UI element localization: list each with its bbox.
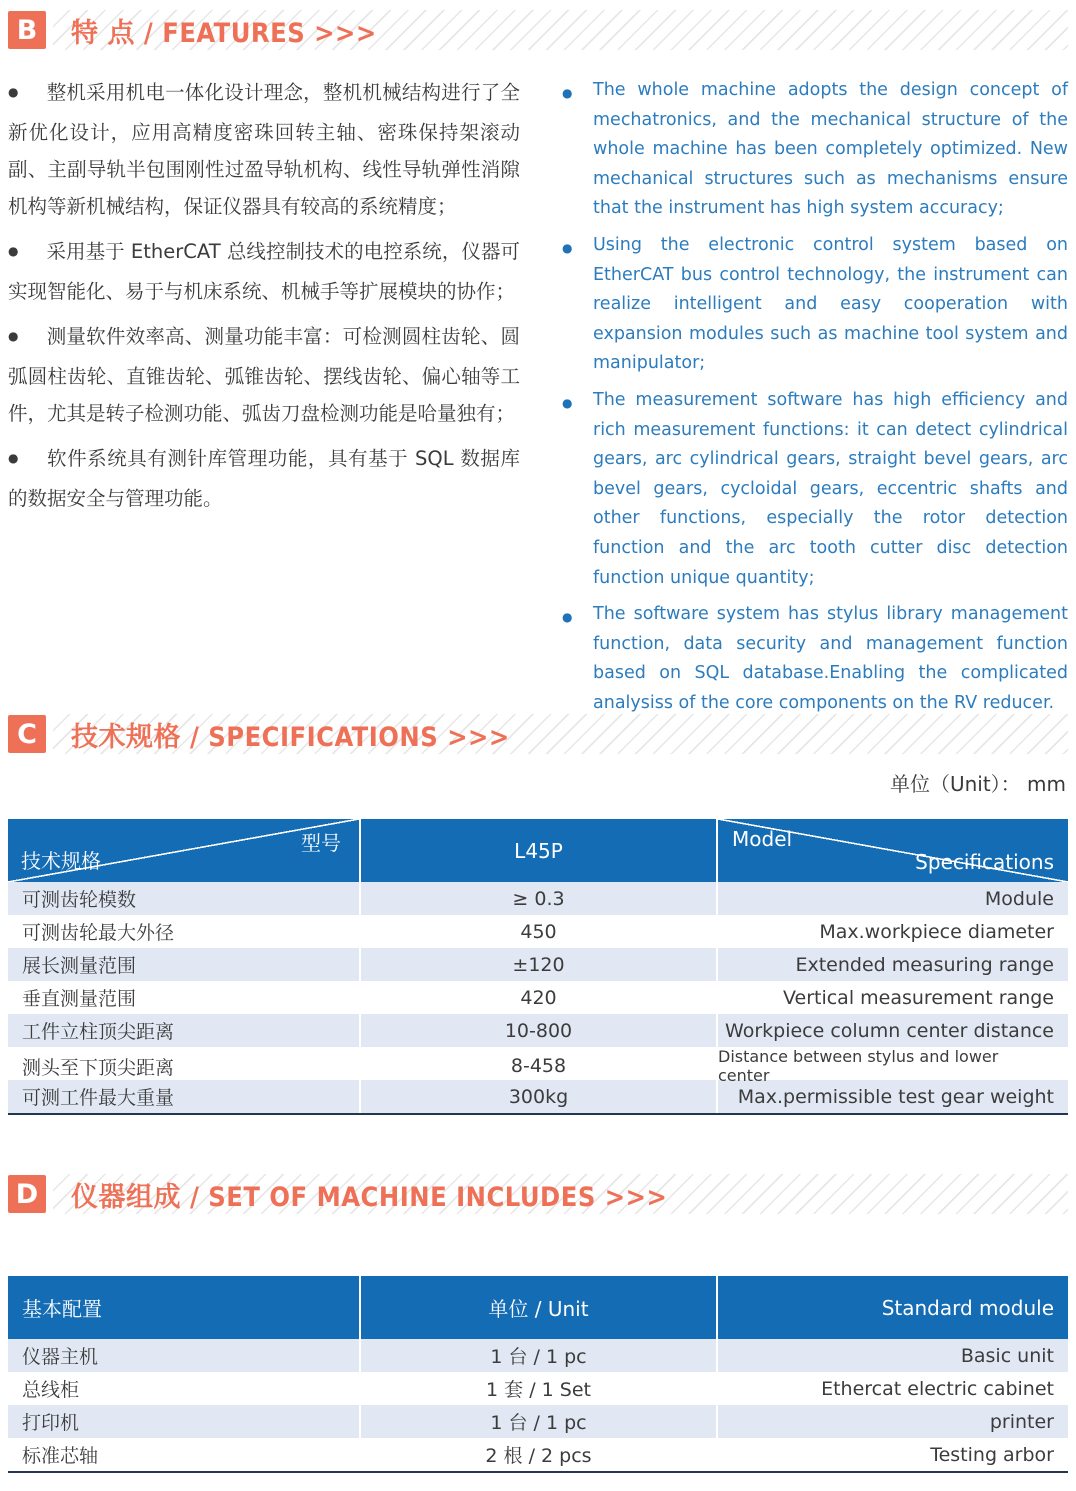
spec-table-header: [8, 819, 1068, 882]
feature-item-zh: [8, 318, 520, 432]
table-row: [8, 1014, 1068, 1047]
spec-value: 300kg: [359, 1080, 716, 1113]
feature-item-en: [562, 600, 1068, 718]
bullet-icon: ●: [8, 85, 19, 99]
spec-value: ≥ 0.3: [359, 882, 716, 915]
include-name-en: Ethercat electric cabinet: [716, 1372, 1068, 1405]
section-letter-badge: B: [8, 11, 46, 49]
include-name-zh: 总线柜: [22, 1379, 80, 1401]
spec-value: 450: [359, 915, 716, 948]
section-title-specifications: 技术规格 / SPECIFICATIONS >>>: [71, 721, 510, 753]
spec-name-en: Vertical measurement range: [716, 981, 1068, 1014]
feature-item-en: [562, 76, 1068, 224]
spec-name-zh: 可测齿轮模数: [22, 889, 137, 911]
unit-note: 单位（Unit）： mm: [889, 772, 1066, 796]
bullet-icon: ●: [562, 610, 573, 625]
spec-header-cell-right: [716, 819, 1068, 882]
features-zh-list: [8, 74, 520, 525]
spec-value: 8-458: [359, 1047, 716, 1085]
hatch-pattern: [53, 714, 1068, 754]
spec-name-zh: 可测齿轮最大外径: [22, 922, 175, 944]
table-row: [8, 1372, 1068, 1405]
spec-value: ±120: [359, 948, 716, 981]
spec-name-en: Max.permissible test gear weight: [716, 1080, 1068, 1113]
includes-header-unit: 单位 / Unit: [488, 1297, 589, 1321]
table-row: [8, 1339, 1068, 1372]
spec-model-value: L45P: [514, 838, 563, 863]
bullet-icon: ●: [8, 329, 19, 343]
spec-name-en: Extended measuring range: [716, 948, 1068, 981]
spec-name-en: Workpiece column center distance: [716, 1014, 1068, 1047]
spec-value: 10-800: [359, 1014, 716, 1047]
include-name-zh: 仪器主机: [22, 1346, 99, 1368]
spec-value: 420: [359, 981, 716, 1014]
spec-header-model-zh: 型号: [301, 831, 341, 855]
spec-name-zh: 测头至下顶尖距离: [22, 1056, 175, 1079]
spec-name-zh: 垂直测量范围: [22, 988, 137, 1010]
feature-text-en: The whole machine adopts the design concept of mechatronics, and the mechanical structure of the whole machine has been completely optimized. New mechanical structures such as mechanisms ensure that the instrument has high system accuracy;: [593, 80, 1068, 219]
spec-name-en: Distance between stylus and lower center: [716, 1047, 1068, 1085]
section-header-includes: [8, 1174, 1068, 1214]
include-qty: 1 套 / 1 Set: [359, 1372, 716, 1405]
bullet-icon: ●: [562, 86, 573, 100]
section-title-includes: 仪器组成 / SET OF MACHINE INCLUDES >>>: [71, 1181, 668, 1213]
section-letter-badge: C: [8, 715, 46, 753]
bullet-icon: ●: [8, 244, 19, 258]
features-en-list: [562, 76, 1068, 725]
spec-table: [8, 819, 1068, 1115]
spec-name-zh: 展长测量范围: [22, 955, 137, 977]
includes-header-left: 基本配置: [22, 1297, 102, 1321]
feature-text-en: The software system has stylus library management function, data security and management function based on SQL database.Enabling the complicated analysiss of the core components on the RV reducer.: [593, 604, 1068, 713]
include-name-en: Basic unit: [716, 1339, 1068, 1372]
table-row: [8, 1080, 1068, 1113]
table-row: [8, 882, 1068, 915]
spec-header-specs-en: Specifications: [915, 850, 1054, 874]
bullet-icon: ●: [562, 395, 573, 410]
table-row: [8, 1047, 1068, 1085]
feature-text-en: Using the electronic control system based on EtherCAT bus control technology, the instrument can realize intelligent and easy cooperation with expansion modules such as machine tool system and manipulator;: [593, 234, 1068, 374]
features-section: [0, 74, 1076, 713]
include-name-zh: 标准芯轴: [22, 1445, 99, 1467]
include-qty: 1 台 / 1 pc: [359, 1405, 716, 1438]
section-header-features: [8, 10, 1068, 50]
table-row: [8, 915, 1068, 948]
includes-table: [8, 1276, 1068, 1473]
include-name-zh: 打印机: [22, 1412, 80, 1434]
feature-item-en: [562, 231, 1068, 379]
feature-text-zh: 采用基于 EtherCAT 总线控制技术的电控系统，仪器可实现智能化、易于与机床系统、机械手等扩展模块的协作；: [8, 240, 520, 303]
includes-table-header: [8, 1276, 1068, 1339]
spec-header-model-en: Model: [732, 827, 793, 851]
section-header-specifications: [8, 714, 1068, 754]
feature-item-zh: [8, 440, 520, 517]
feature-text-zh: 测量软件效率高、测量功能丰富：可检测圆柱齿轮、圆弧圆柱齿轮、直锥齿轮、弧锥齿轮、摆线齿轮、偏心轴等工件，尤其是转子检测功能、弧齿刀盘检测功能是哈量独有；: [8, 325, 520, 425]
section-letter-badge: D: [8, 1175, 46, 1213]
hatch-pattern: [53, 1174, 1068, 1214]
feature-item-en: [562, 386, 1068, 593]
include-name-en: printer: [716, 1405, 1068, 1438]
include-qty: 2 根 / 2 pcs: [359, 1438, 716, 1471]
bullet-icon: ●: [562, 240, 573, 255]
feature-item-zh: [8, 74, 520, 225]
includes-header-middle: [359, 1276, 716, 1339]
feature-text-zh: 整机采用机电一体化设计理念，整机机械结构进行了全新优化设计，应用高精度密珠回转主轴、密珠保持架滚动副、主副导轨半包围刚性过盈导轨机构、线性导轨弹性消隙机构等新机械结构，保证仪器具有较高的系统精度；: [8, 81, 520, 218]
bullet-icon: ●: [8, 451, 20, 465]
spec-name-zh: 工件立柱顶尖距离: [22, 1021, 175, 1043]
feature-item-zh: [8, 233, 520, 310]
include-name-en: Testing arbor: [716, 1438, 1068, 1471]
feature-text-zh: 软件系统具有测针库管理功能，具有基于 SQL 数据库的数据安全与管理功能。: [8, 447, 520, 510]
spec-header-cell-left: [8, 819, 359, 882]
spec-name-zh: 可测工件最大重量: [22, 1087, 175, 1109]
spec-header-cell-model: [359, 819, 716, 882]
table-row: [8, 948, 1068, 981]
table-row: [8, 981, 1068, 1014]
table-row: [8, 1438, 1068, 1471]
hatch-pattern: [53, 10, 1068, 50]
include-qty: 1 台 / 1 pc: [359, 1339, 716, 1372]
includes-header-right: Standard module: [716, 1276, 1068, 1339]
spec-header-specs-zh: 技术规格: [21, 849, 101, 873]
spec-name-en: Max.workpiece diameter: [716, 915, 1068, 948]
spec-name-en: Module: [716, 882, 1068, 915]
feature-text-en: The measurement software has high efficiency and rich measurement functions: it can detect cylindrical gears, arc cylindrical gears, straight bevel gears, arc bevel gears, cycloidal gears, eccentric shafts and other functions, especially the rotor detection function and the arc tooth cutter disc detection function unique quantity;: [593, 389, 1068, 588]
table-row: [8, 1405, 1068, 1438]
section-title-features: 特 点 / FEATURES >>>: [71, 17, 377, 49]
